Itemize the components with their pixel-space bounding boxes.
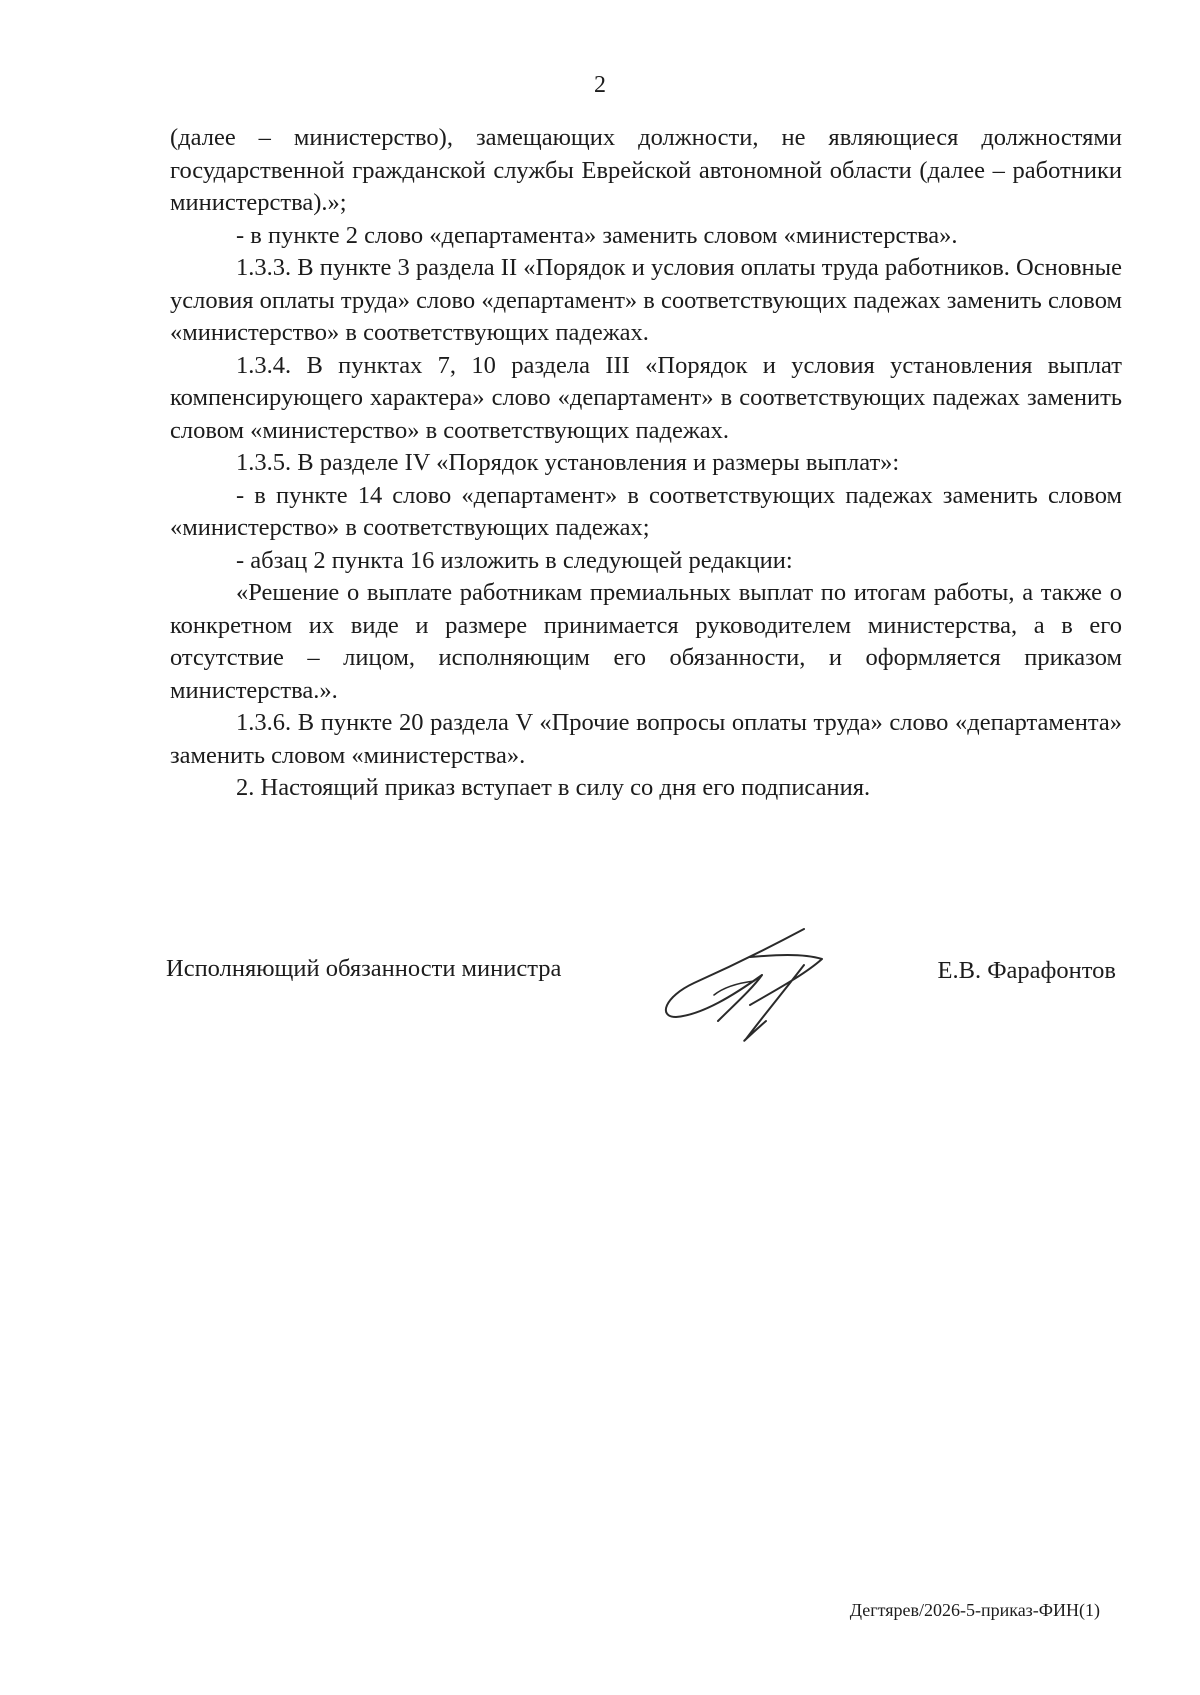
signature-block	[166, 935, 1126, 1055]
paragraph: - абзац 2 пункта 16 изложить в следующей редакции:	[236, 546, 793, 574]
paragraph: - в пункте 14 слово «департамент» в соответствующих падежах заменить словом «министерство» в соответствующих падежах;	[170, 481, 1122, 541]
paragraph: (далее – министерство), замещающих должности, не являющиеся должностями государственной гражданской службы Еврейской автономной области (далее – работники министерства).»;	[170, 124, 1122, 216]
paragraph: 1.3.6. В пункте 20 раздела V «Прочие вопросы оплаты труда» слово «департамента» заменить словом «министерства».	[170, 709, 1122, 769]
document-reference: Дегтярев/2026-5-приказ-ФИН(1)	[849, 1600, 1100, 1620]
signatory-name: Е.В. Фарафонтов	[937, 957, 1116, 984]
page-number: 2	[594, 72, 606, 98]
paragraph: 1.3.4. В пунктах 7, 10 раздела III «Порядок и условия установления выплат компенсирующего характера» слово «департамент» в соответствующих падежах заменить словом «министерство» в соответствующих падежах.	[170, 351, 1122, 444]
paragraph: - в пункте 2 слово «департамента» заменить словом «министерства».	[236, 221, 958, 249]
handwritten-signature	[654, 925, 844, 1045]
document-body	[170, 122, 1122, 805]
paragraph: «Решение о выплате работникам премиальных выплат по итогам работы, а также о конкретном их виде и размере принимается руководителем министерства, а в его отсутствие – лицом, исполняющим его обязанности, и оформляется приказом министерства.».	[170, 579, 1122, 704]
paragraph: 1.3.5. В разделе IV «Порядок установления и размеры выплат»:	[236, 449, 900, 476]
paragraph: 2. Настоящий приказ вступает в силу со дня его подписания.	[236, 774, 871, 801]
paragraph: 1.3.3. В пункте 3 раздела II «Порядок и условия оплаты труда работников. Основные условия оплаты труда» слово «департамент» в соответствующих падежах заменить словом «министерство» в соответствующих падежах.	[170, 254, 1122, 346]
signatory-title: Исполняющий обязанности министра	[166, 955, 562, 982]
